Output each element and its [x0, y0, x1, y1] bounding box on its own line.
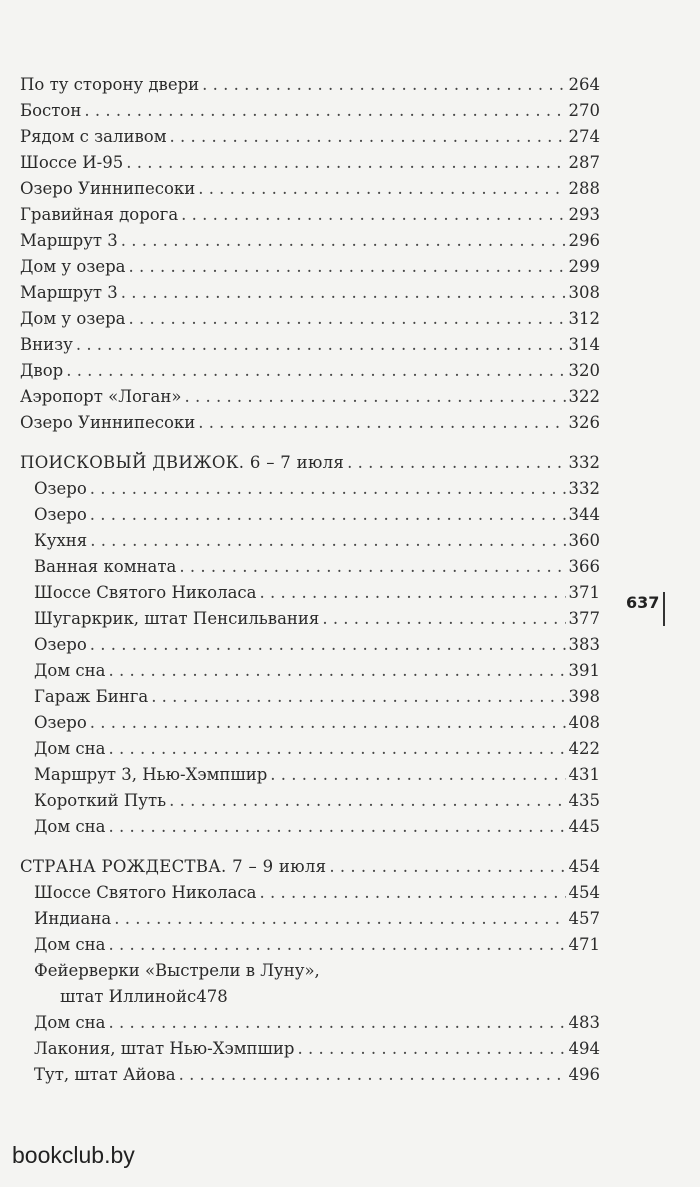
entry-title: Бостон [20, 101, 82, 120]
toc-group-3a [20, 880, 600, 958]
dot-leader [184, 384, 565, 410]
entry-page: 320 [568, 361, 600, 380]
toc-entry [34, 632, 600, 658]
entry-page: 496 [568, 1065, 600, 1084]
toc-entry [34, 684, 600, 710]
entry-title: Шоссе И-95 [20, 153, 124, 172]
entry-title: Озеро [34, 479, 87, 498]
toc-group-1 [20, 72, 600, 436]
entry-title: Дом сна [34, 935, 106, 954]
toc-entry [34, 814, 600, 840]
toc-entry [20, 332, 600, 358]
dot-leader [90, 502, 566, 528]
part-page: 332 [568, 453, 600, 472]
entry-page: 366 [568, 557, 600, 576]
toc-entry [34, 658, 600, 684]
entry-title: Озеро Уиннипесоки [20, 179, 196, 198]
dot-leader [151, 684, 565, 710]
entry-title: Рядом с заливом [20, 127, 167, 146]
toc-entry [20, 124, 600, 150]
entry-page: 431 [568, 765, 600, 784]
entry-title: Шоссе Святого Николаса [34, 883, 257, 902]
dot-leader [198, 410, 565, 436]
toc-entry [34, 710, 600, 736]
toc-entry [34, 906, 600, 932]
toc-entry [34, 502, 600, 528]
entry-page: 287 [568, 153, 600, 172]
entry-page: 270 [568, 101, 600, 120]
dot-leader [109, 736, 566, 762]
toc-entry [20, 358, 600, 384]
table-of-contents [20, 72, 600, 1088]
dot-leader [121, 280, 566, 306]
entry-page: 314 [568, 335, 600, 354]
toc-entry [34, 1010, 600, 1036]
dot-leader [76, 332, 566, 358]
entry-title-line2: штат Иллинойс [60, 987, 197, 1006]
dot-leader [126, 150, 565, 176]
entry-title: Дом сна [34, 1013, 106, 1032]
toc-group-3b [20, 1010, 600, 1088]
entry-page: 383 [568, 635, 600, 654]
entry-page: 308 [568, 283, 600, 302]
entry-title: Озеро [34, 635, 87, 654]
dot-leader [66, 358, 565, 384]
entry-page: 391 [568, 661, 600, 680]
entry-title: Лакония, штат Нью-Хэмпшир [34, 1039, 295, 1058]
dot-leader [329, 854, 565, 880]
toc-entry [34, 762, 600, 788]
entry-title: По ту сторону двери [20, 75, 200, 94]
entry-page: 288 [568, 179, 600, 198]
entry-title: Озеро [34, 505, 87, 524]
entry-page: 360 [568, 531, 600, 550]
entry-title: Гравийная дорога [20, 205, 179, 224]
entry-page: 471 [568, 935, 600, 954]
dot-leader [297, 1036, 565, 1062]
toc-entry [34, 606, 600, 632]
dot-leader [90, 528, 565, 554]
entry-page: 435 [568, 791, 600, 810]
entry-title: Маршрут 3 [20, 283, 118, 302]
toc-entry [34, 580, 600, 606]
dot-leader [114, 906, 565, 932]
entry-title: Дом сна [34, 739, 106, 758]
entry-page: 332 [568, 479, 600, 498]
entry-page: 312 [568, 309, 600, 328]
dot-leader [260, 580, 566, 606]
dot-leader [202, 72, 565, 98]
entry-title-line1: Фейерверки «Выстрели в Луну», [34, 961, 320, 980]
dot-leader [90, 632, 566, 658]
toc-entry [34, 1062, 600, 1088]
entry-page: 344 [568, 505, 600, 524]
toc-entry [20, 98, 600, 124]
dot-leader [181, 202, 565, 228]
entry-page: 483 [568, 1013, 600, 1032]
dot-leader [347, 450, 565, 476]
part-title: ПОИСКОВЫЙ ДВИЖОК. 6 – 7 июля [20, 453, 345, 472]
toc-entry [20, 254, 600, 280]
dot-leader [84, 98, 565, 124]
dot-leader [90, 710, 566, 736]
entry-page: 296 [568, 231, 600, 250]
toc-entry [20, 202, 600, 228]
entry-page: 326 [568, 413, 600, 432]
entry-title: Индиана [34, 909, 112, 928]
entry-title: Тут, штат Айова [34, 1065, 176, 1084]
toc-entry [34, 476, 600, 502]
dot-leader [121, 228, 566, 254]
toc-entry [34, 554, 600, 580]
toc-entry [20, 306, 600, 332]
entry-page: 457 [568, 909, 600, 928]
dot-leader [109, 814, 566, 840]
part-title: СТРАНА РОЖДЕСТВА. 7 – 9 июля [20, 857, 327, 876]
dot-leader [169, 788, 565, 814]
entry-page: 274 [568, 127, 600, 146]
entry-title: Маршрут 3 [20, 231, 118, 250]
toc-part-heading [20, 450, 600, 476]
toc-entry [20, 150, 600, 176]
toc-entry-multiline [20, 958, 600, 1010]
dot-leader [109, 1010, 566, 1036]
dot-leader [179, 1062, 566, 1088]
toc-entry [34, 932, 600, 958]
dot-leader [322, 606, 565, 632]
toc-entry [20, 72, 600, 98]
toc-entry [20, 228, 600, 254]
toc-part-heading [20, 854, 600, 880]
dot-leader [270, 762, 565, 788]
entry-title: Внизу [20, 335, 73, 354]
entry-title: Шоссе Святого Николаса [34, 583, 257, 602]
entry-title: Дом сна [34, 661, 106, 680]
dot-leader [198, 176, 565, 202]
dot-leader [179, 554, 565, 580]
toc-entry [34, 788, 600, 814]
entry-page: 398 [568, 687, 600, 706]
toc-entry [20, 280, 600, 306]
entry-title: Озеро [34, 713, 87, 732]
dot-leader [128, 306, 565, 332]
entry-page: 293 [568, 205, 600, 224]
entry-title: Кухня [34, 531, 88, 550]
dot-leader [109, 658, 566, 684]
dot-leader [90, 476, 566, 502]
entry-title: Озеро Уиннипесоки [20, 413, 196, 432]
toc-entry [34, 1036, 600, 1062]
entry-page: 408 [568, 713, 600, 732]
toc-entry [20, 410, 600, 436]
entry-title: Дом сна [34, 817, 106, 836]
entry-title: Маршрут 3, Нью-Хэмпшир [34, 765, 268, 784]
entry-page: 377 [568, 609, 600, 628]
entry-page: 478 [196, 987, 228, 1006]
watermark: bookclub.by [12, 1142, 135, 1168]
part-page: 454 [568, 857, 600, 876]
entry-page: 299 [568, 257, 600, 276]
toc-entry [34, 736, 600, 762]
toc-entry [20, 176, 600, 202]
entry-title: Двор [20, 361, 64, 380]
entry-title: Гараж Бинга [34, 687, 149, 706]
toc-entry [34, 880, 600, 906]
dot-leader [128, 254, 565, 280]
toc-entry [20, 384, 600, 410]
entry-page: 371 [568, 583, 600, 602]
entry-title: Ванная комната [34, 557, 177, 576]
dot-leader [170, 124, 566, 150]
dot-leader [260, 880, 566, 906]
entry-page: 494 [568, 1039, 600, 1058]
entry-page: 264 [568, 75, 600, 94]
entry-page: 445 [568, 817, 600, 836]
entry-title: Дом у озера [20, 257, 126, 276]
page-number: 637 [626, 592, 665, 626]
entry-title: Дом у озера [20, 309, 126, 328]
toc-group-2 [20, 476, 600, 840]
entry-title: Шугаркрик, штат Пенсильвания [34, 609, 320, 628]
toc-entry [34, 528, 600, 554]
entry-title: Аэропорт «Логан» [20, 387, 182, 406]
entry-page: 322 [568, 387, 600, 406]
entry-page: 422 [568, 739, 600, 758]
dot-leader [109, 932, 566, 958]
entry-page: 454 [568, 883, 600, 902]
entry-title: Короткий Путь [34, 791, 167, 810]
